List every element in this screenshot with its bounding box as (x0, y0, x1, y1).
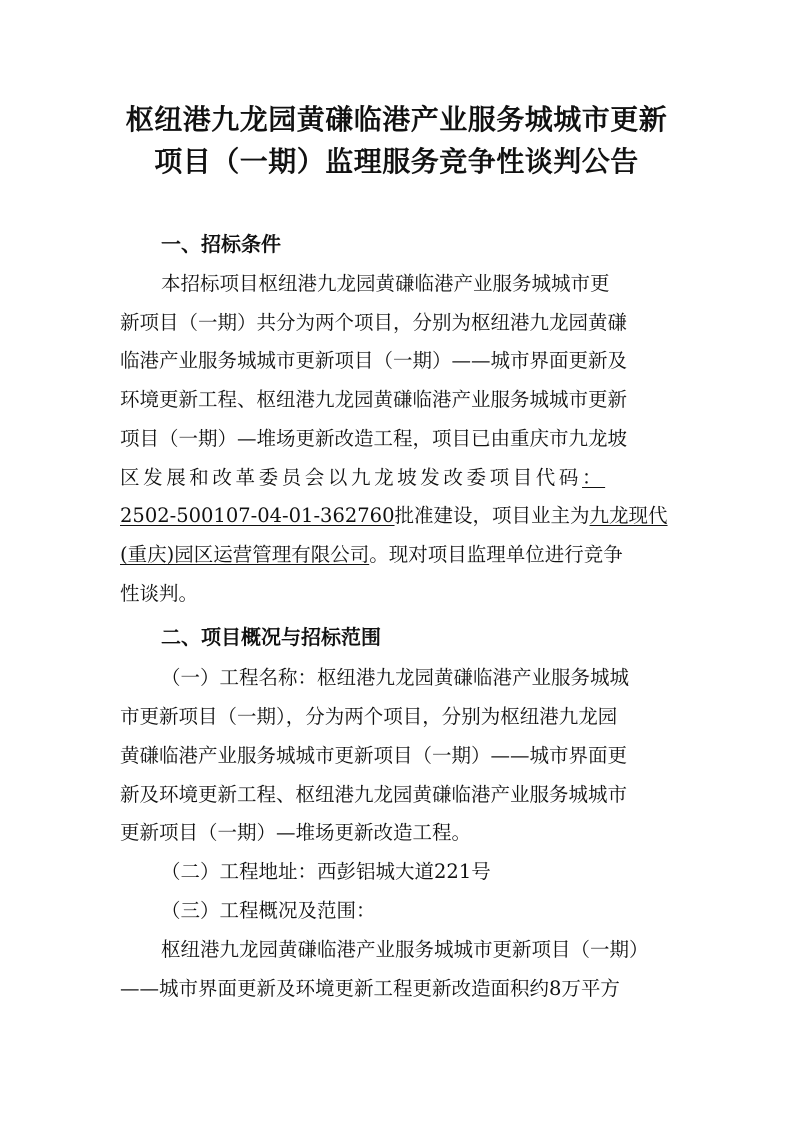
paragraph-line (120, 539, 623, 571)
project-owner-part-1: 九龙现代 (589, 504, 668, 527)
underlined-colon: ： (582, 466, 606, 489)
paragraph-line: ——城市界面更新及环境更新工程更新改造面积约8万平方 (120, 977, 620, 1000)
section-heading-bidding-conditions: 一、招标条件 (161, 232, 281, 256)
paragraph-line (120, 462, 605, 494)
paragraph-line: 新项目（一期）共分为两个项目，分别为枢纽港九龙园黄磏 (120, 311, 628, 334)
paragraph-line: 性谈判。 (120, 582, 199, 605)
paragraph-line (120, 500, 668, 532)
project-owner-part-2: (重庆)园区运营管理有限公司 (120, 543, 370, 566)
project-code: 2502-500107-04-01-362760 (120, 504, 395, 527)
paragraph-line: 项目（一期）—堆场更新改造工程，项目已由重庆市九龙坡 (120, 427, 628, 450)
paragraph-line: 临港产业服务城城市更新项目（一期）——城市界面更新及 (120, 349, 628, 372)
paragraph-text: 批准建设，项目业主为 (394, 504, 590, 527)
paragraph-text: 。现对项目监理单位进行竞争 (369, 543, 623, 566)
paragraph-line: 环境更新工程、枢纽港九龙园黄磏临港产业服务城城市更新 (120, 388, 628, 411)
paragraph-line: （一）工程名称：枢纽港九龙园黄磏临港产业服务城城 (161, 666, 630, 689)
paragraph-line: （二）工程地址：西彭铝城大道221号 (161, 860, 491, 883)
paragraph-line: 本招标项目枢纽港九龙园黄磏临港产业服务城城市更 (161, 272, 610, 295)
paragraph-line: 更新项目（一期）—堆场更新改造工程。 (120, 821, 472, 844)
paragraph-line: 新及环境更新工程、枢纽港九龙园黄磏临港产业服务城城市 (120, 783, 628, 806)
document-title-line-1: 枢纽港九龙园黄磏临港产业服务城城市更新 (125, 103, 668, 136)
paragraph-line: 市更新项目（一期），分为两个项目，分别为枢纽港九龙园 (120, 705, 618, 728)
paragraph-line: （三）工程概况及范围： (161, 899, 376, 922)
paragraph-line: 枢纽港九龙园黄磏临港产业服务城城市更新项目（一期） (161, 938, 649, 961)
section-heading-project-overview: 二、项目概况与招标范围 (161, 625, 381, 649)
paragraph-text: 区发展和改革委员会以九龙坡发改委项目代码 (120, 466, 583, 489)
paragraph-line: 黄磏临港产业服务城城市更新项目（一期）——城市界面更 (120, 744, 628, 767)
document-title-line-2: 项目（一期）监理服务竞争性谈判公告 (154, 145, 639, 178)
